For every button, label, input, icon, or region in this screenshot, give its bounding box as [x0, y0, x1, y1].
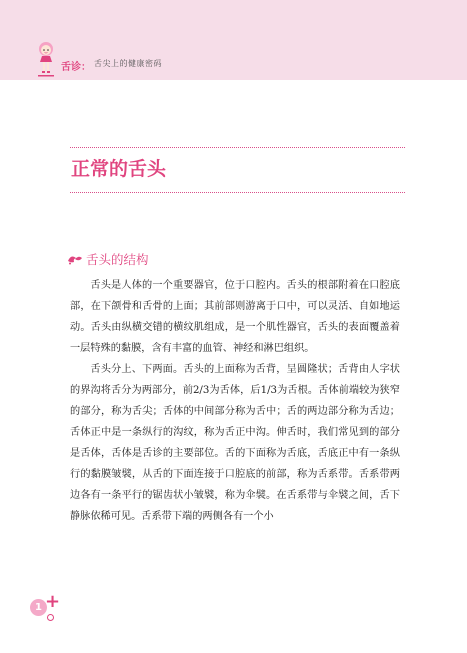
chapter-title: 正常的舌头	[71, 158, 167, 180]
chapter-top-divider	[70, 147, 405, 148]
chapter-bottom-divider	[70, 192, 405, 193]
book-subtitle: 舌尖上的健康密码	[94, 59, 162, 68]
page-number: 1	[35, 602, 42, 613]
paragraph: 舌头分上、下两面。舌头的上面称为舌背，呈圆隆状；舌背由人字状的界沟将舌分为两部分，前2/3为舌体，后1/3为舌根。舌体前端较为狭窄的部分，称为舌尖；舌体的中间部分称为舌中；舌的两边部分称为舌边；舌体正中是一条纵行的沟纹，称为舌正中沟。伸舌时，我们常见到的部分是舌体，舌体是舌诊的主要部位。舌的下面称为舌底，舌底正中有一条纵行的黏膜皱襞，从舌的下面连接于口腔底的前部，称为舌系带。舌系带两边各有一条平行的锯齿状小皱襞，称为伞襞。在舌系带与伞襞之间，舌下静脉依稀可见。舌系带下端的两侧各有一个小	[70, 364, 400, 522]
header-band	[0, 0, 467, 80]
body-text	[70, 275, 400, 527]
ring-icon	[47, 614, 54, 621]
floral-ornament-icon	[67, 253, 83, 265]
paragraph: 舌头是人体的一个重要器官，位于口腔内。舌头的根部附着在口腔底部，在下颌骨和舌骨的上面；其前部则游离于口中，可以灵活、自如地运动。舌头由纵横交错的横纹肌组成，是一个肌性器官，舌头的表面覆盖着一层特殊的黏膜，含有丰富的血管、神经和淋巴组织。	[70, 280, 400, 354]
plus-icon: +	[45, 591, 61, 612]
section-heading	[67, 250, 149, 268]
book-series-title: 舌诊：	[61, 62, 91, 73]
girl-mascot-icon	[34, 40, 58, 78]
page-number-badge	[30, 591, 61, 627]
section-heading-text: 舌头的结构	[86, 252, 149, 267]
